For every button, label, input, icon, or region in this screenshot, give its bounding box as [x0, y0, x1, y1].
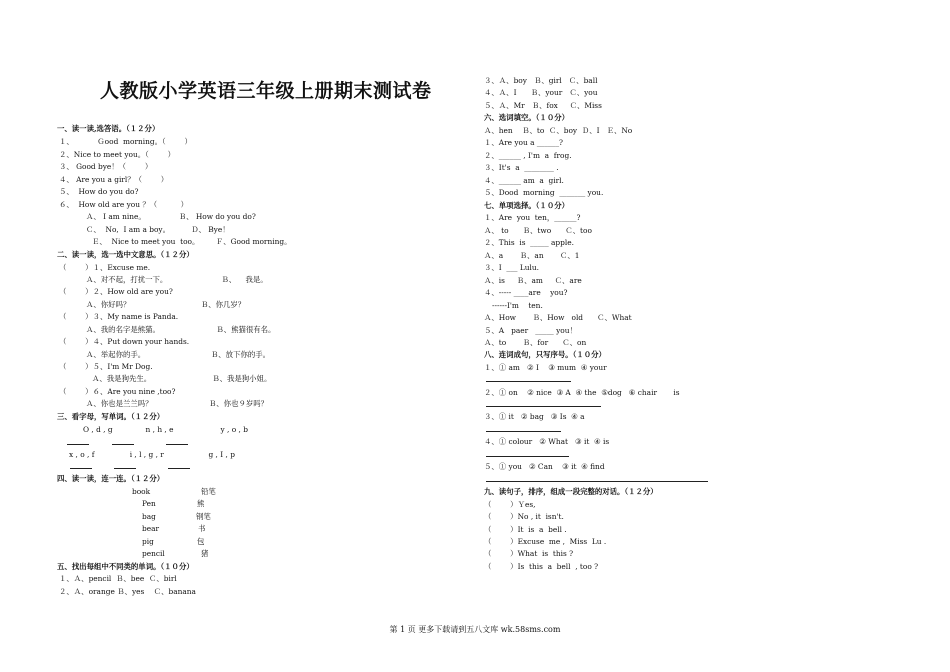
question-line: ４、______ am a girl.	[484, 176, 564, 185]
question-line: （ ）１、Excuse me.	[59, 263, 151, 272]
question-line: 铅笔	[201, 487, 216, 496]
section-heading: 三、看字母，写单词。（１２分）	[57, 412, 165, 421]
question-line: ２、______ , I'm a frog.	[484, 151, 572, 160]
question-line: pencil	[142, 549, 165, 558]
section-heading: 七、单项选择。（１０分）	[484, 201, 569, 210]
question-line: bear	[142, 524, 160, 533]
question-line: x , o , f i , l , g , r g , I , p	[69, 450, 235, 459]
question-line: bag	[142, 512, 156, 521]
question-line: （ ）４、Put down your hands.	[59, 337, 190, 346]
question-line: ５、 How do you do?	[59, 187, 139, 196]
question-line: ５、A paer _____ you！	[484, 326, 577, 335]
question-line: ２、Ａ、orange Ｂ、yes Ｃ、banana	[59, 587, 196, 596]
question-line: Ａ、举起你的手。 Ｂ、放下你的手。	[86, 350, 271, 359]
question-line: ４、----- ____are you?	[484, 288, 568, 297]
page-footer: 第 1 页 更多下载请到五八文库 wk.58sms.com	[389, 625, 561, 634]
question-line: Pen	[142, 499, 156, 508]
question-line: （ ）What is this ?	[484, 549, 574, 558]
question-line: pig	[142, 537, 154, 546]
answer-line	[486, 456, 569, 457]
page-title: 人教版小学英语三年级上册期末测试卷	[100, 80, 432, 102]
question-line: （ ）３、My name is Panda.	[59, 312, 179, 321]
question-line: Ａ、hen Ｂ、to Ｃ、boy Ｄ、I Ｅ、No	[484, 126, 633, 135]
section-heading: 五、找出每组中不同类的单词。（１０分）	[57, 562, 194, 571]
section-heading: 四、读一读，连一连。（１２分）	[57, 474, 165, 483]
question-line: （ ）No , it isn't.	[484, 512, 564, 521]
question-line: ２、① on ② nice ③ A ④ the ⑤dog ⑥ chair is	[484, 388, 680, 397]
question-line: Ａ、a Ｂ、an Ｃ、1	[484, 251, 580, 260]
answer-line	[486, 381, 571, 382]
question-line: １、Are you a ______?	[484, 138, 563, 147]
question-line: Ｅ、 Nice to meet you too。 Ｆ、Good morning。	[92, 237, 292, 246]
question-line: Ａ、你好吗？ Ｂ、你几岁？	[86, 300, 246, 309]
question-line: Ａ、对不起，打扰一下。 Ｂ、 我是。	[86, 275, 268, 284]
question-line: 猪	[201, 549, 209, 558]
section-heading: 八、连词成句，只写序号。（１０分）	[484, 350, 606, 359]
answer-line	[486, 406, 601, 407]
question-line: Ａ、How Ｂ、How old Ｃ、What	[484, 313, 632, 322]
question-line: Ａ、 I am nine。 Ｂ、 How do you do?	[86, 212, 256, 221]
answer-line	[67, 444, 89, 445]
question-line: O , d , g n , h , e y , o , b	[83, 425, 248, 434]
answer-line	[166, 444, 188, 445]
question-line: ５、Ａ、Mr Ｂ、fox Ｃ、Miss	[484, 101, 602, 110]
question-line: Ａ、 to Ｂ、two Ｃ、too	[484, 226, 592, 235]
section-heading: 二、读一读，选一选中文意思。（１２分）	[57, 250, 194, 259]
question-line: 熊	[197, 499, 205, 508]
question-line: ３、Ａ、boy Ｂ、girl Ｃ、ball	[484, 76, 598, 85]
section-heading: 一、读一读,选答语。（１２分）	[57, 124, 160, 133]
question-line: ３、 Good bye！（ ）	[59, 162, 153, 171]
question-line: １、Are you ten，______?	[484, 213, 581, 222]
question-line: （ ）It is a bell .	[484, 525, 567, 534]
section-heading: 九、读句子，排序，组成一段完整的对话。（１２分）	[484, 487, 658, 496]
question-line: ３、① it ② bag ③ Is ④ a	[484, 412, 585, 421]
question-line: Ａ、to Ｂ、for Ｃ、on	[484, 338, 587, 347]
question-line: （ ）６、Are you nine ,too?	[59, 387, 176, 396]
question-line: １、Ａ、pencil Ｂ、bee Ｃ、birl	[59, 574, 177, 583]
answer-line	[112, 444, 134, 445]
question-line: １、① am ② I ③ mum ④ your	[484, 363, 607, 372]
answer-line	[114, 468, 136, 469]
question-line: Ａ、我是狗先生。 Ｂ、我是狗小姐。	[92, 374, 272, 383]
section-heading: 六、选词填空。（１０分）	[484, 113, 569, 122]
question-line: ------I'm ten.	[492, 301, 543, 310]
question-line: Ｃ、 No, I am a boy。 Ｄ、 Bye！	[86, 225, 230, 234]
answer-line	[168, 468, 190, 469]
question-line: ４、 Are you a girl？（ ）	[59, 175, 169, 184]
question-line: ４、① colour ② What ③ it ④ is	[484, 437, 610, 446]
question-line: （ ）２、How old are you?	[59, 287, 173, 296]
question-line: ２、Nice to meet you。（ ）	[59, 150, 175, 159]
question-line: １、 Ｇood morning。（ ）	[59, 137, 192, 146]
answer-line	[486, 481, 708, 482]
question-line: ５、Dood morning _______ you.	[484, 188, 604, 197]
question-line: ３、It's a ________ .	[484, 163, 559, 172]
question-line: （ ）Is this a bell , too ?	[484, 562, 599, 571]
question-line: book	[132, 487, 151, 496]
answer-line	[70, 468, 92, 469]
question-line: ３、I ___ Lulu.	[484, 263, 539, 272]
question-line: （ ）Excuse me , Miss Lu .	[484, 537, 607, 546]
question-line: Ａ、我的名字是熊猫。 Ｂ、熊猫很有名。	[86, 325, 276, 334]
question-line: 书	[198, 524, 206, 533]
question-line: ２、This is _____ apple.	[484, 238, 574, 247]
question-line: Ａ、is Ｂ、am Ｃ、are	[484, 276, 582, 285]
question-line: ５、① you ② Can ③ it ④ find	[484, 462, 605, 471]
question-line: ４、Ａ、I Ｂ、your Ｃ、you	[484, 88, 598, 97]
question-line: ６、 How old are you ？（ ）	[59, 200, 189, 209]
question-line: （ ）５、I'm Mr Dog.	[59, 362, 153, 371]
question-line: 钢笔	[196, 512, 211, 521]
question-line: （ ）Ｙes,	[484, 500, 536, 509]
question-line: Ａ、你也是兰兰吗？ Ｂ、你也９岁吗？	[86, 399, 269, 408]
answer-line	[486, 431, 561, 432]
question-line: 包	[197, 537, 205, 546]
